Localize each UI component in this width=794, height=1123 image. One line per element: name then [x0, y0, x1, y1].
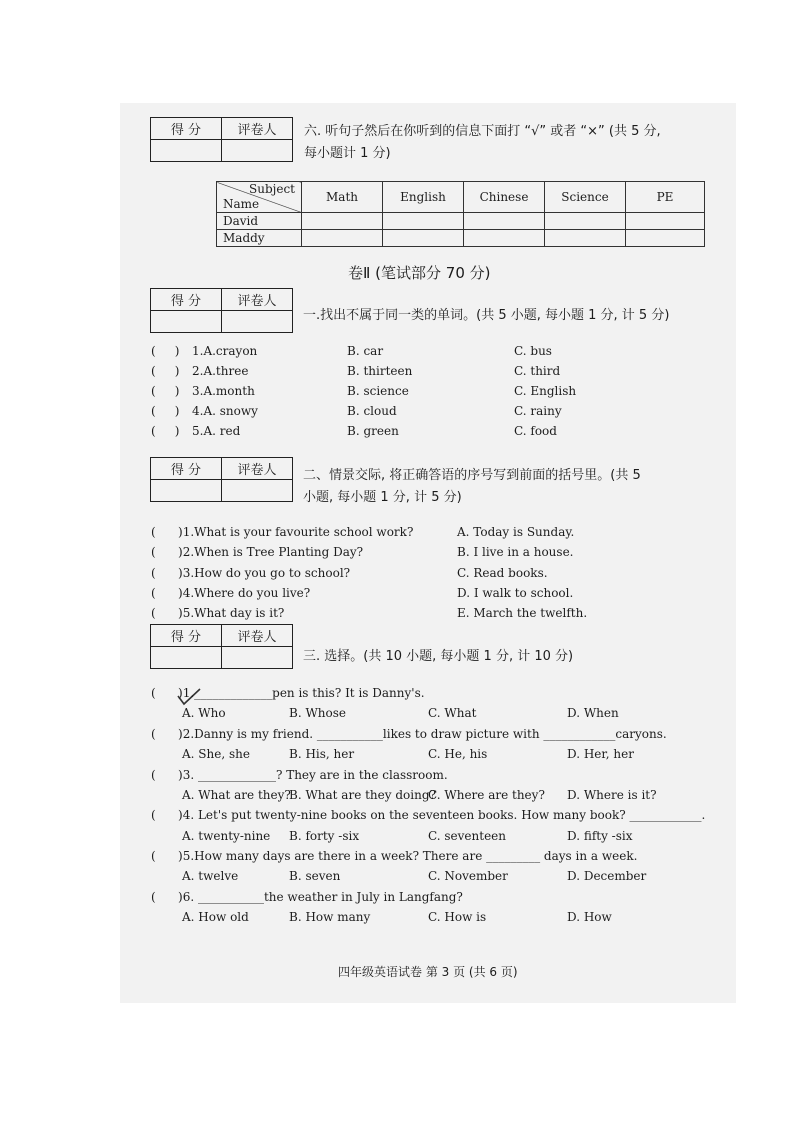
grader-cell[interactable]: [222, 647, 293, 669]
grader-label: 评卷人: [222, 289, 293, 311]
s3-q3-c: C. Where are they?: [428, 788, 545, 802]
score-box-2: [150, 457, 293, 502]
table-row: [217, 213, 705, 230]
answer-bracket[interactable]: (: [151, 849, 179, 863]
s3-q1: )1._____________pen is this? It is Danny's.: [178, 686, 425, 700]
answer-cell[interactable]: [302, 230, 383, 247]
s3-q1-d: D. When: [567, 706, 619, 720]
s3-q3-d: D. Where is it?: [567, 788, 657, 802]
corner-subject-label: Subject: [249, 182, 295, 196]
s2-q5-text: 5.What day is it?: [182, 606, 285, 620]
s3-q6: )6. ___________the weather in July in Langfang?: [178, 890, 463, 904]
score-cell[interactable]: [151, 140, 222, 162]
s2-q3-text: 3.How do you go to school?: [182, 566, 351, 580]
s3-q2-c: C. He, his: [428, 747, 488, 761]
answer-bracket[interactable]: (: [151, 890, 179, 904]
score-label: 得 分: [151, 625, 222, 647]
section2-instruction-line1: 二、情景交际, 将正确答语的序号写到前面的括号里。(共 5: [303, 468, 641, 483]
s3-q5-text: 5.How many days are there in a week? There are _________ days in a week.: [182, 849, 638, 863]
listening-table: [216, 181, 705, 247]
s2-q4-text: 4.Where do you live?: [182, 586, 311, 600]
s3-q6-c: C. How is: [428, 910, 487, 924]
answer-bracket[interactable]: (: [151, 586, 179, 600]
answer-bracket[interactable]: (: [151, 566, 179, 580]
s2-a5: E. March the twelfth.: [457, 606, 588, 620]
s3-q2-text: 2.Danny is my friend. ___________likes to draw picture with ____________caryons.: [182, 727, 667, 741]
s2-a3: C. Read books.: [457, 566, 548, 580]
s1-q3: 3.A.month: [192, 384, 255, 398]
s2-q3: )3.How do you go to school?: [178, 566, 351, 580]
row-name-maddy: Maddy: [217, 230, 302, 247]
answer-cell[interactable]: [626, 230, 705, 247]
grader-cell[interactable]: [222, 140, 293, 162]
s3-q6-text: 6. ___________the weather in July in Langfang?: [182, 890, 463, 904]
s3-q3-text: 3. _____________? They are in the classroom.: [182, 768, 448, 782]
subject-header-english: English: [383, 182, 464, 213]
grader-cell[interactable]: [222, 311, 293, 333]
score-box-1: [150, 288, 293, 333]
s3-q5-b: B. seven: [289, 869, 341, 883]
corner-name-label: Name: [223, 197, 260, 211]
s3-q2-b: B. His, her: [289, 747, 355, 761]
answer-bracket[interactable]: (: [151, 727, 179, 741]
table-corner-cell: [217, 182, 302, 213]
answer-bracket[interactable]: (: [151, 808, 179, 822]
s1-q2: 2.A.three: [192, 364, 249, 378]
s2-a1: A. Today is Sunday.: [457, 525, 575, 539]
s2-a4: D. I walk to school.: [457, 586, 574, 600]
s3-q2-a: A. She, she: [182, 747, 250, 761]
s3-q5: )5.How many days are there in a week? There are _________ days in a week.: [178, 849, 638, 863]
answer-cell[interactable]: [626, 213, 705, 230]
s3-q6-b: B. How many: [289, 910, 371, 924]
answer-bracket[interactable]: ( ): [151, 344, 180, 358]
score-box-3: [150, 624, 293, 669]
answer-cell[interactable]: [464, 213, 545, 230]
score-cell[interactable]: [151, 647, 222, 669]
grader-label: 评卷人: [222, 458, 293, 480]
answer-cell[interactable]: [383, 213, 464, 230]
grader-cell[interactable]: [222, 480, 293, 502]
score-cell[interactable]: [151, 480, 222, 502]
part2-title: 卷Ⅱ (笔试部分 70 分): [348, 264, 491, 282]
s1-q2-c: C. third: [514, 364, 561, 378]
s3-q5-c: C. November: [428, 869, 508, 883]
s1-q5-b: B. green: [347, 424, 399, 438]
s1-q5: 5.A. red: [192, 424, 241, 438]
s1-q2-b: B. thirteen: [347, 364, 413, 378]
page-footer: 四年级英语试卷 第 3 页 (共 6 页): [338, 965, 518, 979]
s1-q3-b: B. science: [347, 384, 409, 398]
s3-q3-b: B. What are they doing?: [289, 788, 436, 802]
s3-q2: )2.Danny is my friend. ___________likes to draw picture with ____________caryons.: [178, 727, 667, 741]
s1-q1-c: C. bus: [514, 344, 552, 358]
score-label: 得 分: [151, 289, 222, 311]
s3-q1-b: B. Whose: [289, 706, 346, 720]
subject-header-science: Science: [545, 182, 626, 213]
subject-header-pe: PE: [626, 182, 705, 213]
s3-q4-d: D. fifty -six: [567, 829, 633, 843]
s3-q5-a: A. twelve: [182, 869, 239, 883]
grader-label: 评卷人: [222, 625, 293, 647]
s3-q1-text: 1._____________pen is this? It is Danny's.: [182, 686, 425, 700]
answer-bracket[interactable]: (: [151, 606, 179, 620]
answer-cell[interactable]: [464, 230, 545, 247]
s3-q4-b: B. forty -six: [289, 829, 360, 843]
s1-q3-c: C. English: [514, 384, 577, 398]
answer-cell[interactable]: [383, 230, 464, 247]
s3-q4-text: 4. Let's put twenty-nine books on the seventeen books. How many book? ____________.: [182, 808, 706, 822]
section6-instruction-line1: 六. 听句子然后在你听到的信息下面打 “√” 或者 “×” (共 5 分,: [304, 124, 661, 139]
section1-instruction: 一.找出不属于同一类的单词。(共 5 小题, 每小题 1 分, 计 5 分): [303, 308, 670, 323]
s3-q6-d: D. How: [567, 910, 612, 924]
answer-bracket[interactable]: (: [151, 545, 179, 559]
s2-q2: )2.When is Tree Planting Day?: [178, 545, 364, 559]
s3-q3-a: A. What are they?: [182, 788, 291, 802]
answer-cell[interactable]: [545, 230, 626, 247]
s3-q4-c: C. seventeen: [428, 829, 507, 843]
s3-q5-d: D. December: [567, 869, 647, 883]
subject-header-math: Math: [302, 182, 383, 213]
s3-q6-a: A. How old: [182, 910, 249, 924]
answer-bracket[interactable]: ( ): [151, 364, 180, 378]
section2-instruction-line2: 小题, 每小题 1 分, 计 5 分): [303, 490, 462, 505]
section3-instruction: 三. 选择。(共 10 小题, 每小题 1 分, 计 10 分): [303, 649, 574, 664]
answer-bracket[interactable]: (: [151, 686, 179, 700]
s3-q1-c: C. What: [428, 706, 477, 720]
s3-q3: )3. _____________? They are in the classroom.: [178, 768, 448, 782]
s1-q1: 1.A.crayon: [192, 344, 258, 358]
answer-bracket[interactable]: ( ): [151, 424, 180, 438]
score-label: 得 分: [151, 118, 222, 140]
row-name-david: David: [217, 213, 302, 230]
answer-bracket[interactable]: ( ): [151, 404, 180, 418]
s1-q5-c: C. food: [514, 424, 557, 438]
answer-bracket[interactable]: ( ): [151, 384, 180, 398]
grader-label: 评卷人: [222, 118, 293, 140]
section6-instruction-line2: 每小题计 1 分): [304, 146, 391, 161]
score-box-6: [150, 117, 293, 162]
score-cell[interactable]: [151, 311, 222, 333]
s1-q4-c: C. rainy: [514, 404, 562, 418]
s1-q4-b: B. cloud: [347, 404, 397, 418]
s2-q1: )1.What is your favourite school work?: [178, 525, 414, 539]
answer-bracket[interactable]: (: [151, 525, 179, 539]
s2-q5: )5.What day is it?: [178, 606, 285, 620]
s3-q1-a: A. Who: [182, 706, 226, 720]
table-row: [217, 230, 705, 247]
score-label: 得 分: [151, 458, 222, 480]
answer-cell[interactable]: [302, 213, 383, 230]
s2-q4: )4.Where do you live?: [178, 586, 311, 600]
s2-q2-text: 2.When is Tree Planting Day?: [182, 545, 364, 559]
s2-q1-text: 1.What is your favourite school work?: [182, 525, 414, 539]
s3-q4-a: A. twenty-nine: [182, 829, 271, 843]
answer-bracket[interactable]: (: [151, 768, 179, 782]
s1-q4: 4.A. snowy: [192, 404, 258, 418]
s3-q4: )4. Let's put twenty-nine books on the seventeen books. How many book? ____________.: [178, 808, 706, 822]
s2-a2: B. I live in a house.: [457, 545, 574, 559]
s1-q1-b: B. car: [347, 344, 384, 358]
answer-cell[interactable]: [545, 213, 626, 230]
subject-header-chinese: Chinese: [464, 182, 545, 213]
s3-q2-d: D. Her, her: [567, 747, 635, 761]
